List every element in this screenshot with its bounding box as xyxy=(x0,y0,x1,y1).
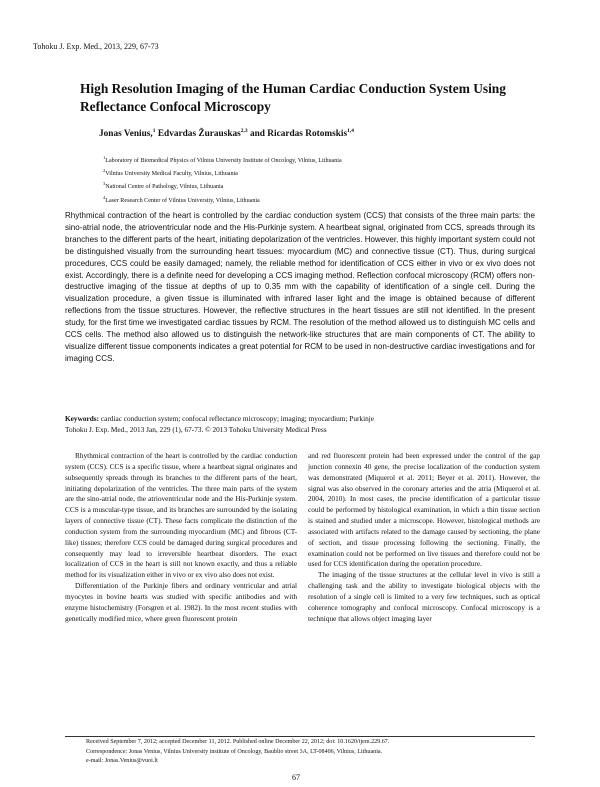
affiliation: $^3$National Centre of Pathology, Vilnius, Lithuania xyxy=(103,181,224,191)
body-paragraph: Rhythmical contraction of the heart is controlled by the cardiac conduction system (CCS). CCS is a specific tissue, where a heartbeat signal originates and subsequently spreads through its branches to the different parts of the heart, initiating depolarization of the ventricles. The three main parts of the system are the sino-atrial node, the atrioventricular node and the His-Purkinje system. CCS is a muscular-type tissue, and its branches are surrounded by the isolating layers of connective tissue (CT). These facts complicate the distinction of the conduction system from the surrounding myocardium (MC) and fibrous (CT-like) tissues; therefore CCS could be damaged during surgical procedures and consequently may lead to irreversible heartbeat disorders. The exact localization of CCS in the heart is still not known exactly, and thus a reliable method for its visualization either in vivo or ex vivo also does not exist. xyxy=(65,451,297,580)
body-paragraph: Differentiation of the Purkinje fibers and ordinary ventricular and atrial myocytes in bovine hearts was studied with specific antibodies and with enzyme histochemistry (Forsgren et al. 1982). In the most recent studies with genetically modified mice, where green fluorescent protein xyxy=(65,581,297,623)
author-affil-ref: 2,3 xyxy=(240,128,248,134)
journal-header: Tohoku J. Exp. Med., 2013, 229, 67-73 xyxy=(33,42,159,51)
author-name: Jonas Venius, xyxy=(99,129,153,140)
author-list xyxy=(99,128,354,139)
article-title: High Resolution Imaging of the Human Cardiac Conduction System Using Reflectance Confocal Microscopy xyxy=(80,81,506,114)
author-name: and Ricardas Rotomskis xyxy=(249,129,348,140)
affiliation: $^4$Laser Research Center of Vilnius University, Vilnius, Lithuania xyxy=(103,194,260,204)
body-paragraph: and red fluorescent protein had been expressed under the control of the gap junction connexin 40 gene, the precise localization of the conduction system was demonstrated (Miquerol et al. 2011; Beyer et al. 2011). However, the signal was also observed in the coronary arteries and the atria (Miquerol et al. 2004, 2010). In most cases, the precise identification of a particular tissue could be performed by histological examination, in which a thin tissue section is stained and studied under a microscope. However, histological methods are associated with artifacts related to the damage caused by sectioning, the plane of section, and tissue processing following the sectioning. Finally, the examination could not be performed on live tissues and therefore could not be used for CCS identification during the operation procedure. xyxy=(308,451,540,569)
abstract: Rhythmical contraction of the heart is controlled by the cardiac conduction system (CCS) that consists of the three main parts: the sino-atrial node, the atrioventricular node and the His-Purkinje system. A heartbeat signal, originated from CCS, spreads through its branches to the different parts of the heart, initiating depolarization of the ventricles. However, this highly important system could not be distinguished visually from the surrounding heart tissues: myocardium (MC) and connective tissue (CT). Thus, during surgical procedures, CCS could be easily damaged; namely, the reliable method for identification of CCS either in vivo or ex vivo does not exist. Accordingly, there is a definite need for developing a CCS imaging method. Reflection confocal microscopy (RCM) offers non-destructive imaging of the tissue at depths of up to 0.35 mm with the capability of identification of a single cell. During the visualization procedure, a given tissue is illuminated with infrared laser light and the image is obtained because of different reflections from the tissue structures. However, the reflective structures in the heart tissues are still not identified. In the present study, for the first time we investigated cardiac tissues by RCM. The resolution of the method allowed us to distinguish MC cells and CCS cells. The method also allowed us to distinguish the network-like structures that are main components of CT. The ability to visualize different tissue components indicates a great potential for RCM to be used in non-destructive cardiac investigations and for imaging CCS. xyxy=(65,211,535,363)
body-paragraph: The imaging of the tissue structures at the cellular level in vivo is still a challenging task and the ability to investigate biological objects with the resolution of a single cell is limited to a very few techniques, such as optical coherence tomography and confocal microscopy. Confocal microscopy is a technique that allows object imaging layer xyxy=(308,570,540,623)
footnote-email: e-mail: Jonas.Venius@vuoi.lt xyxy=(86,758,158,764)
keywords-label: Keywords: xyxy=(65,414,100,423)
footnote-divider xyxy=(65,736,535,737)
affiliation: $^2$Vilnius University Medical Faculty, Vilnius, Lithuania xyxy=(103,168,238,178)
body-column-right xyxy=(308,451,540,625)
footnotes xyxy=(86,738,536,767)
citation-line: Tohoku J. Exp. Med., 2013 Jan, 229 (1), 67-73. © 2013 Tohoku University Medical Press xyxy=(65,425,327,434)
affiliation: $^1$Laboratory of Biomedical Physics of Vilnius University Institute of Oncology, Vilnius, Lithuania xyxy=(103,155,342,165)
author-affil-ref: 1,4 xyxy=(347,128,354,134)
page-number: 67 xyxy=(292,773,300,782)
footnote-received: Received September 7, 2012; accepted December 11, 2012. Published online December 22, 2012; doi: 10.1620/tjem.229.67. xyxy=(86,739,390,745)
author-affil-ref: 1 xyxy=(152,128,156,134)
author-name: Edvardas Žurauskas xyxy=(157,129,241,140)
footnote-correspondence: Correspondence: Jonas Venius, Vilnius University institute of Oncology, Baublio street 3A, LT-08406, Vilnius, Lithuania. xyxy=(86,748,383,755)
keywords-block xyxy=(65,413,535,435)
body-column-left xyxy=(65,451,297,625)
keywords-text: cardiac conduction system; confocal reflectance microscopy; imaging; myocardium; Purkinje xyxy=(100,414,375,423)
affiliation-list xyxy=(103,153,342,206)
